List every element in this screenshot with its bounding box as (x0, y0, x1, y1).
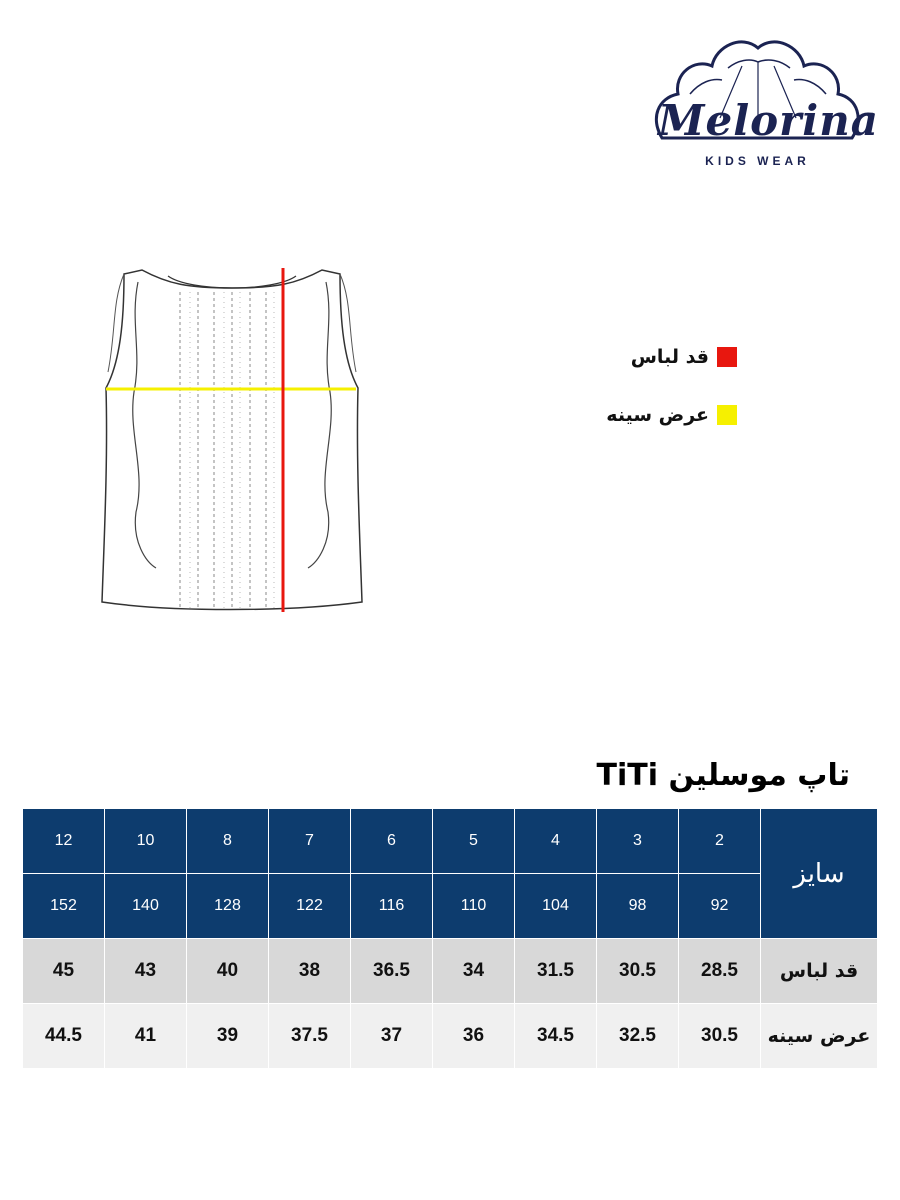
product-title: تاپ موسلین TiTi (596, 758, 850, 793)
size-cell: 12 (23, 809, 105, 874)
length-cell: 30.5 (597, 939, 679, 1004)
size-cell: 7 (269, 809, 351, 874)
height-cell: 116 (351, 874, 433, 939)
length-cell: 45 (23, 939, 105, 1004)
size-cell: 2 (679, 809, 761, 874)
size-table (22, 808, 878, 1069)
length-cell: 31.5 (515, 939, 597, 1004)
chest-cell: 37.5 (269, 1004, 351, 1069)
garment-illustration (90, 262, 375, 622)
height-row (23, 874, 878, 939)
brand-logo (650, 28, 880, 178)
yellow-swatch-icon (717, 405, 737, 425)
size-cell: 8 (187, 809, 269, 874)
height-cell: 128 (187, 874, 269, 939)
sleeveless-top-icon (90, 262, 375, 622)
size-label: سایز (761, 809, 878, 939)
length-row-label: قد لباس (761, 939, 878, 1004)
chest-cell: 36 (433, 1004, 515, 1069)
legend-item-chest (606, 404, 737, 426)
legend-item-length (631, 346, 737, 368)
chest-cell: 30.5 (679, 1004, 761, 1069)
size-cell: 3 (597, 809, 679, 874)
brand-name: Melorina (658, 96, 880, 145)
chest-cell: 41 (105, 1004, 187, 1069)
size-cell: 6 (351, 809, 433, 874)
legend-label-length: قد لباس (630, 346, 709, 368)
chest-row (23, 1004, 878, 1069)
length-cell: 34 (433, 939, 515, 1004)
legend-label-chest: عرض سینه (606, 404, 709, 426)
chest-cell: 37 (351, 1004, 433, 1069)
height-cell: 98 (597, 874, 679, 939)
height-cell: 92 (679, 874, 761, 939)
length-cell: 43 (105, 939, 187, 1004)
size-cell: 5 (433, 809, 515, 874)
length-cell: 36.5 (351, 939, 433, 1004)
size-cell: 4 (515, 809, 597, 874)
size-row (23, 809, 878, 874)
size-cell: 10 (105, 809, 187, 874)
height-cell: 140 (105, 874, 187, 939)
brand-tagline: KIDS WEAR (705, 154, 810, 168)
chest-cell: 39 (187, 1004, 269, 1069)
height-cell: 122 (269, 874, 351, 939)
height-cell: 104 (515, 874, 597, 939)
length-cell: 38 (269, 939, 351, 1004)
height-cell: 110 (433, 874, 515, 939)
chest-row-label: عرض سینه (761, 1004, 878, 1069)
length-cell: 40 (187, 939, 269, 1004)
red-swatch-icon (717, 347, 737, 367)
chest-cell: 34.5 (515, 1004, 597, 1069)
length-cell: 28.5 (679, 939, 761, 1004)
chest-cell: 32.5 (597, 1004, 679, 1069)
height-cell: 152 (23, 874, 105, 939)
length-row (23, 939, 878, 1004)
chest-cell: 44.5 (23, 1004, 105, 1069)
